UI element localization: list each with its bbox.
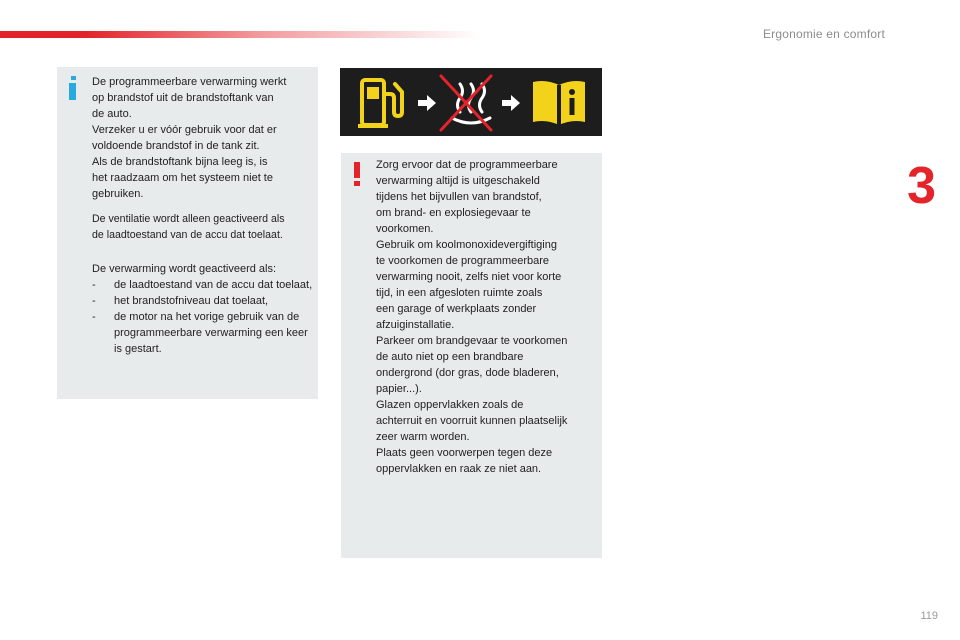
list-item: - de motor na het vorige gebruik van de programmeerbare verwarming een keer is gestart. bbox=[92, 311, 308, 355]
arrow-right-icon bbox=[418, 95, 436, 111]
list-item: - het brandstofniveau dat toelaat, bbox=[92, 295, 269, 307]
activation-conditions-list bbox=[92, 277, 316, 357]
header-accent-bar bbox=[0, 31, 480, 38]
arrow-right-icon bbox=[502, 95, 520, 111]
warning-box bbox=[341, 153, 602, 558]
fuel-pump-icon bbox=[358, 80, 402, 126]
warning-exclamation-icon bbox=[353, 162, 361, 186]
section-title: Ergonomie en comfort bbox=[762, 27, 885, 41]
info-paragraph-fuel: De programmeerbare verwarming werkt op brandstof uit de brandstoftank van de auto. Verzeker u er vóór gebruik voor dat er voldoende brandstof in de tank zit. Als de brandstoftank bijna leeg is, is het raadzaam om het systeem niet te gebruiken. bbox=[92, 76, 287, 200]
pictogram-panel bbox=[340, 68, 602, 136]
info-paragraph-ventilation: De ventilatie wordt alleen geactiveerd als de laadtoestand van de accu dat toelaat. bbox=[92, 213, 285, 241]
page-number: 119 bbox=[920, 610, 938, 622]
list-item: - de laadtoestand van de accu dat toelaat, bbox=[92, 279, 313, 291]
info-paragraph-activation: De verwarming wordt geactiveerd als: bbox=[92, 263, 277, 275]
chapter-number: 3 bbox=[907, 157, 936, 215]
warning-text: Zorg ervoor dat de programmeerbare verwarming altijd is uitgeschakeld tijdens het bijvullen van brandstof, om brand- en explosiegevaar te voorkomen. Gebruik om koolmonoxidevergiftiging te voorkomen de programmeerbare verwarming nooit, zelfs niet voor korte tijd, in een afgesloten ruimte zoals een garage of werkplaats zonder afzuiginstallatie. Parkeer om brandgevaar te voorkomen de auto niet op een brandbare ondergrond (dor gras, dode bladeren, papier...). Glazen oppervlakken zoals de achterruit en voorruit kunnen plaatselijk zeer warm worden. Plaats geen voorwerpen tegen deze oppervlakken en raak ze niet aan. bbox=[376, 159, 568, 475]
heater-crossed-icon bbox=[441, 76, 491, 130]
manual-book-info-icon bbox=[533, 81, 585, 125]
info-box bbox=[57, 67, 318, 399]
info-icon bbox=[69, 76, 79, 100]
